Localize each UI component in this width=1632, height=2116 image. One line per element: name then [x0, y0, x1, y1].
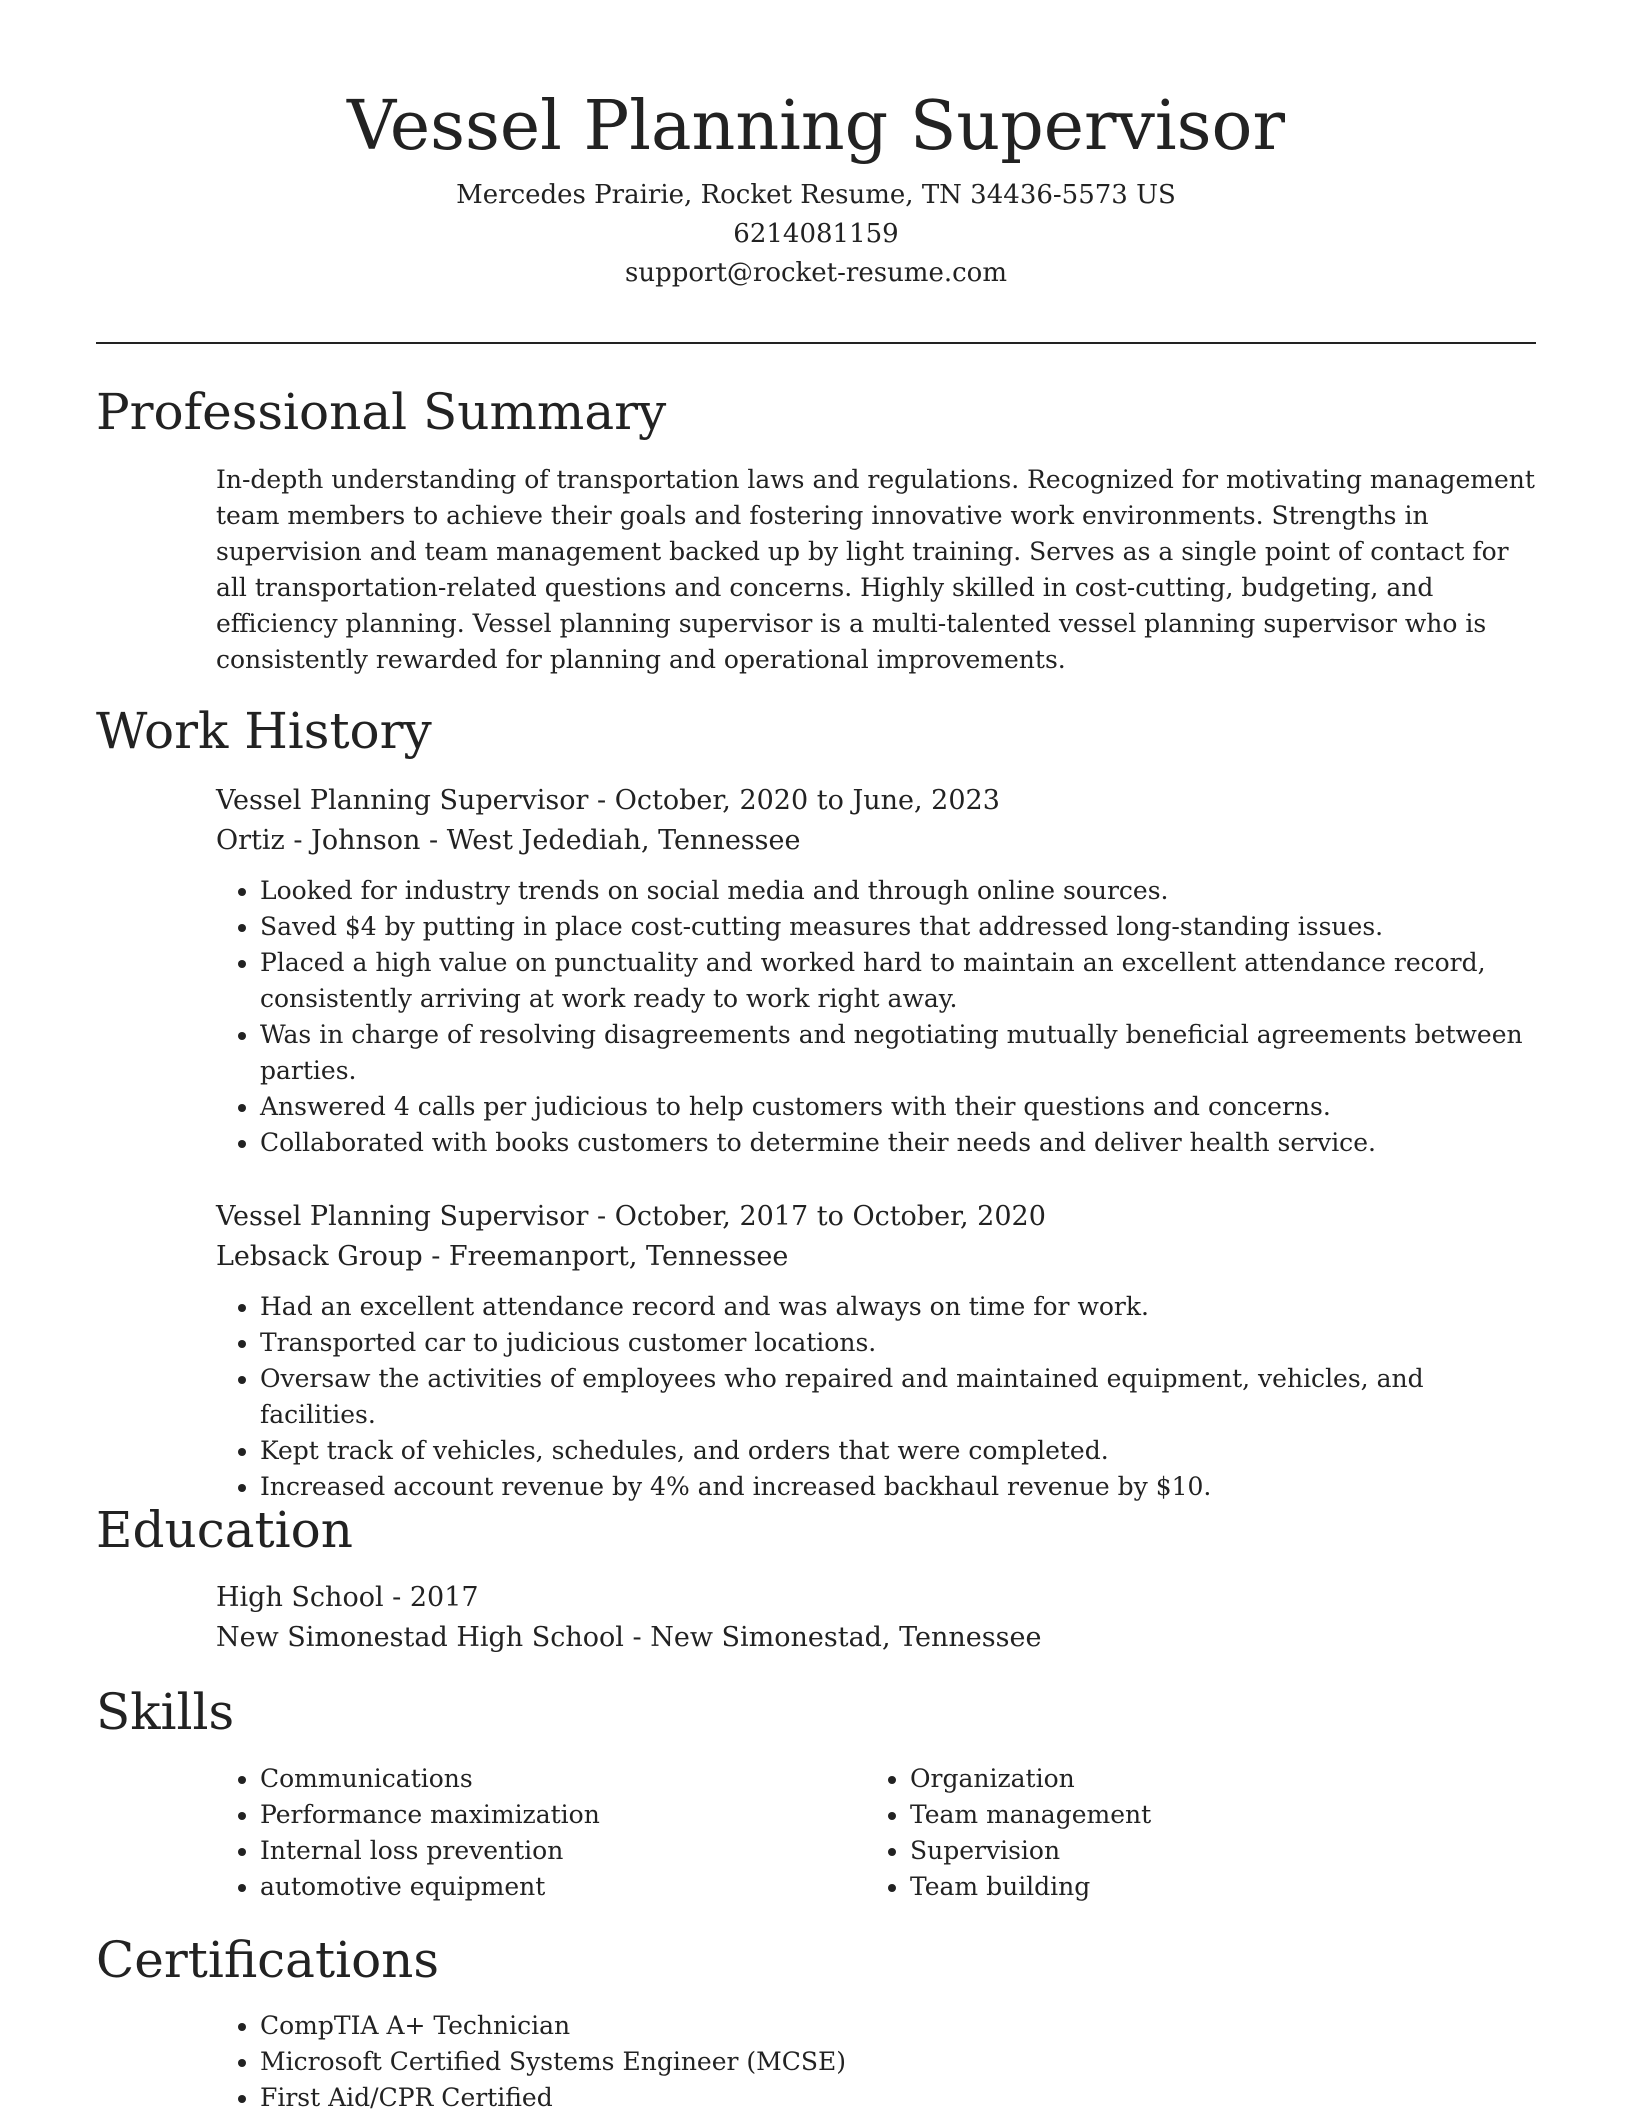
job-company: Lebsack Group	[216, 1241, 423, 1272]
job-dates: - October, 2020 to June, 2023	[588, 785, 1000, 816]
summary-heading: Professional Summary	[96, 383, 667, 441]
job-company-line	[216, 821, 1536, 861]
certifications-section	[216, 2008, 1536, 2116]
list-item: • Internal loss prevention	[260, 1833, 866, 1869]
candidate-name: Vessel Planning Supervisor	[347, 87, 1285, 166]
job-bullets	[216, 1289, 1536, 1505]
education-entry	[216, 1578, 1536, 1658]
education-school-line	[216, 1618, 1536, 1658]
certifications-list	[216, 2008, 1536, 2116]
list-item: • First Aid/CPR Certified	[260, 2080, 1536, 2116]
education-heading: Education	[96, 1501, 353, 1559]
summary-section	[216, 462, 1536, 678]
list-item: • Increased account revenue by 4% and increased backhaul revenue by $10.	[260, 1469, 1536, 1505]
education-school: New Simonestad High School	[216, 1622, 624, 1653]
list-item: • CompTIA A+ Technician	[260, 2008, 1536, 2044]
skills-section	[216, 1761, 1536, 1905]
work-history-heading: Work History	[96, 702, 432, 760]
list-item: • Had an excellent attendance record and was always on time for work.	[260, 1289, 1536, 1325]
job-title-line	[216, 1197, 1536, 1237]
job-dates: - October, 2017 to October, 2020	[588, 1201, 1046, 1232]
list-item: • Organization	[910, 1761, 1516, 1797]
education-degree: High School	[216, 1582, 384, 1613]
list-item: • Performance maximization	[260, 1797, 866, 1833]
header-divider	[96, 342, 1536, 344]
list-item: • Kept track of vehicles, schedules, and orders that were completed.	[260, 1433, 1536, 1469]
skills-heading: Skills	[96, 1683, 235, 1741]
list-item: • Supervision	[910, 1833, 1516, 1869]
list-item: • Oversaw the activities of employees who repaired and maintained equipment, vehicles, and facilities.	[260, 1361, 1536, 1433]
list-item: • Team management	[910, 1797, 1516, 1833]
list-item: • Microsoft Certified Systems Engineer (MCSE)	[260, 2044, 1536, 2080]
job-role: Vessel Planning Supervisor	[216, 785, 589, 816]
job-entry	[216, 781, 1536, 1161]
skills-list-right	[866, 1761, 1516, 1905]
list-item: • Was in charge of resolving disagreements and negotiating mutually beneficial agreements between parties.	[260, 1017, 1536, 1089]
list-item: • Communications	[260, 1761, 866, 1797]
job-company: Ortiz - Johnson	[216, 825, 421, 856]
list-item: • Collaborated with books customers to determine their needs and deliver health service.	[260, 1125, 1536, 1161]
list-item: • Looked for industry trends on social media and through online sources.	[260, 873, 1536, 909]
job-entry	[216, 1197, 1536, 1505]
resume-header	[96, 82, 1536, 293]
job-title-line	[216, 781, 1536, 821]
skills-column-right	[866, 1761, 1516, 1905]
education-location: - New Simonestad, Tennessee	[623, 1622, 1042, 1653]
education-degree-line	[216, 1578, 1536, 1618]
skills-list-left	[216, 1761, 866, 1905]
list-item: • Saved $4 by putting in place cost-cutting measures that addressed long-standing issues.	[260, 909, 1536, 945]
job-role: Vessel Planning Supervisor	[216, 1201, 589, 1232]
skills-column-left	[216, 1761, 866, 1905]
job-location: - Freemanport, Tennessee	[422, 1241, 789, 1272]
job-company-line	[216, 1237, 1536, 1277]
certifications-heading: Certifications	[96, 1931, 440, 1989]
list-item: • Team building	[910, 1869, 1516, 1905]
summary-text: In-depth understanding of transportation laws and regulations. Recognized for motivating management team members to achieve their goals and fostering innovative work environments. Strengths in supervision and team management backed up by light training. Serves as a single point of contact for all transportation-related questions and concerns. Highly skilled in cost-cutting, budgeting, and efficiency planning. Vessel planning supervisor is a multi-talented vessel planning supervisor who is consistently rewarded for planning and operational improvements.	[216, 465, 1535, 674]
list-item: • Transported car to judicious customer locations.	[260, 1325, 1536, 1361]
contact-email: support@rocket-resume.com	[624, 258, 1007, 288]
list-item: • Placed a high value on punctuality and worked hard to maintain an excellent attendance record, consistently arriving at work ready to work right away.	[260, 945, 1536, 1017]
job-location: - West Jedediah, Tennessee	[420, 825, 801, 856]
list-item: • Answered 4 calls per judicious to help customers with their questions and concerns.	[260, 1089, 1536, 1125]
skills-columns	[216, 1761, 1536, 1905]
contact-address: Mercedes Prairie, Rocket Resume, TN 34436-5573 US	[456, 180, 1176, 210]
education-year: - 2017	[383, 1582, 479, 1613]
job-bullets	[216, 873, 1536, 1161]
list-item: • automotive equipment	[260, 1869, 866, 1905]
contact-phone: 6214081159	[733, 219, 899, 249]
